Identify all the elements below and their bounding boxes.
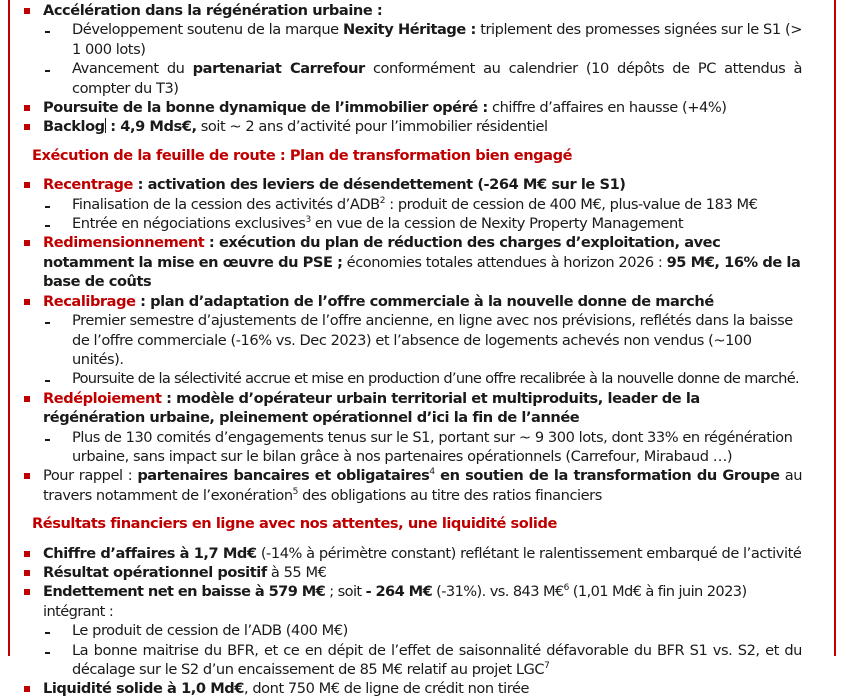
keyword-red: Recentrage [43,176,133,194]
text-bold: : exécution du plan de réduction des charges d’exploitation, avec notamment la mise en œuvre du PSE ; [43,234,721,271]
text-bold: Backlog [43,118,105,136]
text: au travers notamment de l’exonération [43,467,802,504]
text: La bonne maitrise du BFR, et ce en dépit de l’effet de saisonnalité défavorable du BFR S1 vs. S2, et du décalage sur le S2 d’un encaissement de 85 M€ relatif au projet LGC [72,641,802,678]
text: triplement des promesses signées sur le S1 (> 1 000 lots) [72,21,802,58]
bullet-redimensionnement [22,233,802,291]
footnote-ref: 6 [563,583,569,594]
text: Plus de 130 comités d’engagements tenus sur le S1, portant sur ~ 9 300 lots, dont 33% en régénération urbaine, sans impact sur le bilan grâce à nos partenaires opérationnels (Carrefour, Mirabaud …) [72,428,793,465]
text-bold: Endettement net en baisse à 579 M€ [43,583,326,601]
text-bold: 95 M€, 16% de la base de coûts [43,253,801,291]
sub-bullet-comites [22,428,802,467]
text-bold: en soutien de la transformation du Groupe [434,467,780,485]
text: des obligations au titre des ratios financiers [297,486,602,504]
footnote-ref: 3 [305,215,311,226]
regeneration-title: Accélération dans la régénération urbaine : [43,2,383,19]
section-heading-results: Résultats financiers en ligne avec nos attentes, une liquidité solide [32,515,557,533]
text: (-14% à périmètre constant) reflétant le ralentissement embarqué de l’activité [256,544,802,562]
text: soit ~ 2 ans d’activité pour l’immobilier résidentiel [196,118,548,136]
sub-bullet-carrefour [22,59,802,98]
bullet-rappel [22,466,802,505]
text: Finalisation de la cession des activités d’ADB [72,195,380,213]
text-bold: : activation des leviers de désendettement (-264 M€ sur le S1) [132,176,626,194]
text: chiffre d’affaires en hausse (+4%) [487,99,727,117]
bullet-redeploiement [22,389,802,428]
text-bold: : modèle d’opérateur urbain territorial et multiproduits, leader de la régénération urbaine, pleinement opérationnel d’ici la fin de l’année [43,389,700,427]
text: , dont 750 M€ de ligne de crédit non tirée [243,680,530,698]
bullet-recalibrage [22,292,802,311]
text-bold: : plan d’adaptation de l’offre commerciale à la nouvelle donne de marché [135,292,714,310]
press-release-body [22,1,802,699]
bullet-regeneration [22,1,802,20]
keyword-red: Redéploiement [43,389,162,407]
bullet-recentrage [22,175,802,194]
footnote-ref: 4 [429,467,435,478]
text: (1,01 Md€ à fin juin 2023) intégrant : [43,583,747,620]
text-bold: Nexity Héritage : [342,21,476,39]
sub-bullet-offre-ancienne [22,311,802,369]
section-heading-roadmap: Exécution de la feuille de route : Plan de transformation bien engagé [32,146,573,164]
bullet-chiffre-affaires [22,544,802,563]
text: économies totales attendues à horizon 2026 : [342,253,667,271]
text-bold: Résultat opérationnel positif [43,563,267,581]
text: Pour rappel : [43,467,138,485]
sub-bullet-npm [22,214,802,233]
sub-bullet-adb [22,195,802,214]
text: Entrée en négociations exclusives [72,215,306,233]
text-bold: partenaires bancaires et obligataires [137,467,430,485]
keyword-red: Recalibrage [43,292,136,310]
text-bold: Liquidité solide à 1,0 Md€ [43,680,244,698]
text: Le produit de cession de l’ADB (400 M€) [72,622,348,640]
sub-bullet-bfr [22,641,802,680]
text: à 55 M€ [266,563,327,581]
bullet-endettement [22,582,802,621]
text: Avancement du [72,60,193,78]
bullet-liquidite [22,679,802,698]
text-bold: Poursuite de la bonne dynamique de l’immobilier opéré : [43,99,488,117]
text: conformément au calendrier (10 dépôts de PC attendus à compter du T3) [72,60,802,97]
bullet-immobilier-opere [22,98,802,117]
text: en vue de la cession de Nexity Property Management [310,215,684,233]
bullet-resultat-operationnel [22,563,802,582]
text: : produit de cession de 400 M€, plus-value de 183 M€ [385,195,758,213]
text: Premier semestre d’ajustements de l’offre ancienne, en ligne avec nos prévisions, reflétés dans la baisse de l’offre commerciale (-16% vs. Dec 2023) et l’absence de logements achevés non vendus (~100 unités). [72,312,793,368]
keyword-red: Redimensionnement [43,234,205,252]
text-bold: : 4,9 Mds€, [105,118,197,136]
text: Poursuite de la sélectivité accrue et mise en production d’une offre recalibrée à la nouvelle donne de marché. [72,370,799,388]
text: Développement soutenu de la marque [72,21,343,39]
text-bold: partenariat Carrefour [192,60,365,78]
text-bold: - 264 M€ [365,583,433,601]
bullet-backlog [22,117,802,136]
footnote-ref: 2 [379,195,386,206]
sub-bullet-selectivite [22,369,802,388]
footnote-ref: 7 [544,661,550,671]
footnote-ref: 5 [292,486,298,497]
text: (-31%). vs. 843 M€ [432,583,564,601]
text: ; soit [325,583,366,601]
sub-bullet-nexity-heritage [22,20,802,59]
text-bold: Chiffre d’affaires à 1,7 Md€ [43,544,257,562]
